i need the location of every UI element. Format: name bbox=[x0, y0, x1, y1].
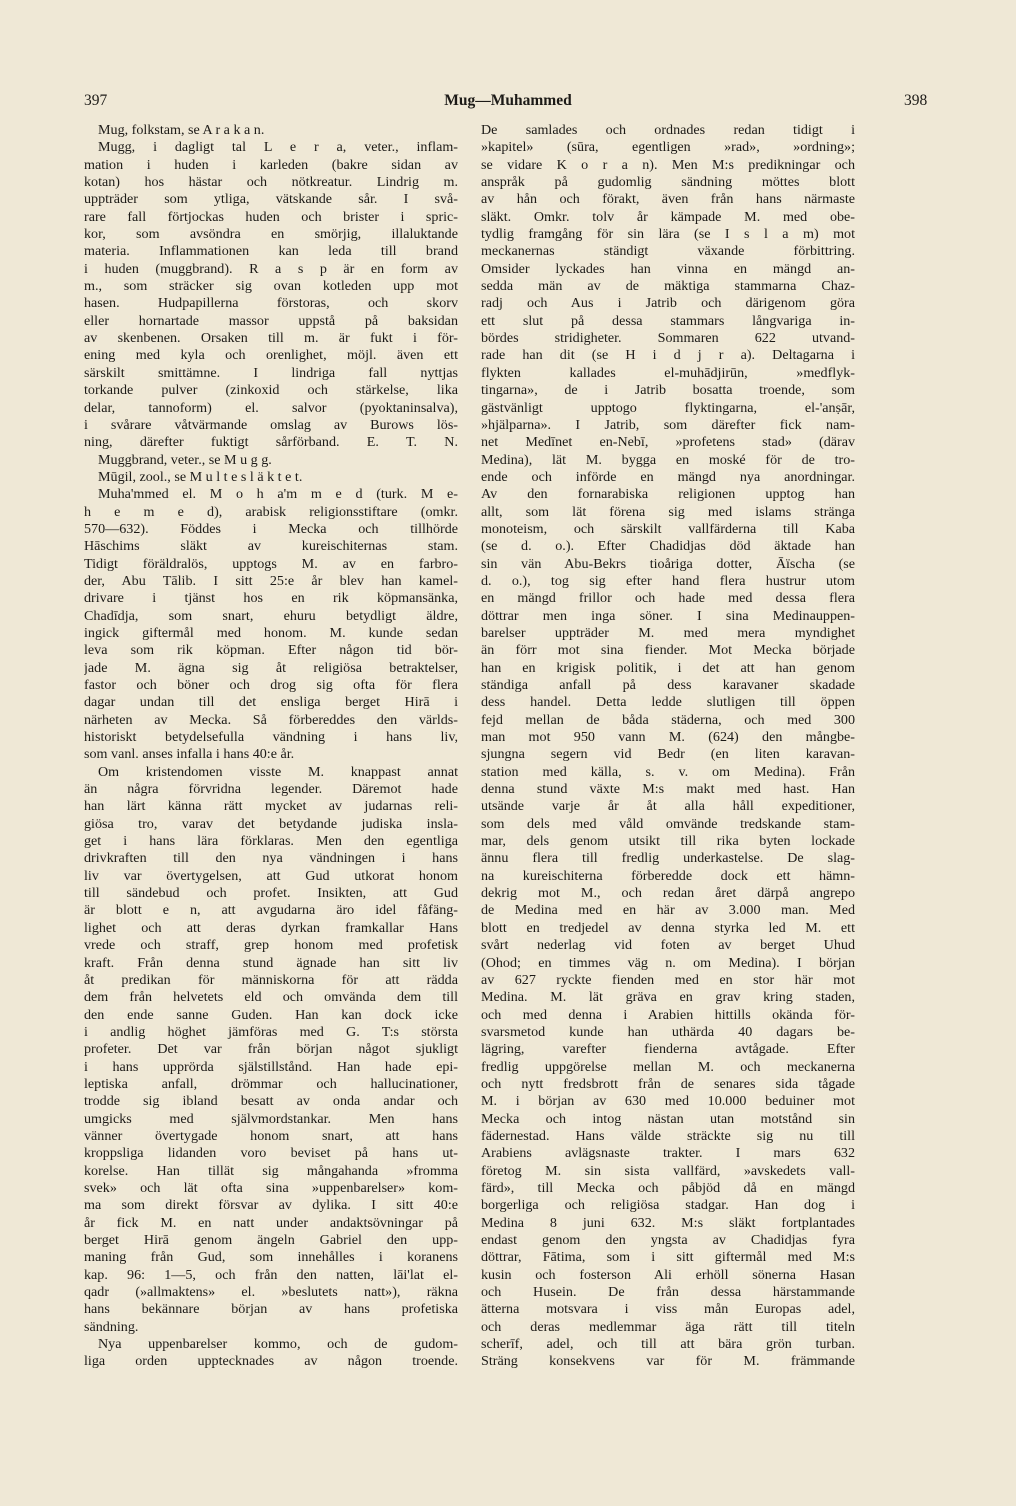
text-line: som dels med våld omvände tredskande stam- bbox=[481, 815, 855, 832]
text-line: kor, som avsöndra en smörjig, illaluktande bbox=[84, 226, 458, 243]
text-line: monoteism, och särskilt vallfärderna till Kaba bbox=[481, 520, 855, 537]
text-line: och Husein. De från dessa härstammande bbox=[481, 1284, 855, 1301]
text-line: d. o.), tog sig efter hand flera hustrur utom bbox=[481, 572, 855, 589]
text-line: svårt nederlag vid foten av berget Uhud bbox=[481, 937, 855, 954]
text-line: närheten av Mecka. Så förbereddes den världs- bbox=[84, 711, 458, 728]
text-line: utsände varje år åt alla håll expeditioner, bbox=[481, 798, 855, 815]
text-line: till sändebud och profet. Insikten, att Gud bbox=[84, 885, 458, 902]
text-line: ätterna motsvara i viss mån Europas adel, bbox=[481, 1301, 855, 1318]
text-line: i svårare våtvärmande omslag av Burows lös- bbox=[84, 416, 458, 433]
text-line: rare fall förtjockas huden och brister i spric- bbox=[84, 208, 458, 225]
text-line: allt, som lät förena sig med islams stränga bbox=[481, 503, 855, 520]
text-line: »kapitel» (sūra, egentligen »rad», »ordning»; bbox=[481, 139, 855, 156]
text-line: Medina. M. lät gräva en grav kring staden, bbox=[481, 989, 855, 1006]
text-line: de Medina med en här av 3.000 man. Med bbox=[481, 902, 855, 919]
text-line: ännu flera till fredlig underkastelse. De slag- bbox=[481, 850, 855, 867]
text-line: hasen. Hudpapillerna förstoras, och skorv bbox=[84, 295, 458, 312]
text-line: ständiga anfall på dess karavaner skadade bbox=[481, 677, 855, 693]
text-line: Om kristendomen visste M. knappast annat bbox=[98, 763, 458, 780]
text-line: berget Hirā genom ängeln Gabriel den upp- bbox=[84, 1232, 458, 1248]
text-line: mation i huden i karleden (bakre sidan av bbox=[84, 156, 458, 173]
text-line: ning, därefter fuktigt sårförband. E. T. N. bbox=[84, 434, 458, 451]
text-line: och med denna i Arabien hittills okända för- bbox=[481, 1006, 855, 1023]
text-line: vänner övertygade honom snart, att hans bbox=[84, 1127, 458, 1144]
text-line: kroppsliga lidanden voro beviset på hans ut- bbox=[84, 1145, 458, 1162]
text-line: m., som sträcker sig ovan kotleden upp mot bbox=[84, 278, 458, 295]
text-line: fredlig uppgörelse mellan M. och meckanerna bbox=[481, 1058, 855, 1075]
text-line: Medina 8 juni 632. M:s släkt fortplantades bbox=[481, 1214, 855, 1231]
text-line: torkande pulver (zinkoxid och stärkelse, lika bbox=[84, 382, 458, 399]
text-line: M. i början av 630 med 10.000 beduiner mot bbox=[481, 1093, 855, 1110]
text-line: lighet och att deras dyrkan framkallar Hans bbox=[84, 919, 458, 936]
text-line: leptiska anfall, drömmar och hallucinationer, bbox=[84, 1075, 458, 1092]
text-line: maning från Gud, som innehålles i koranens bbox=[84, 1249, 458, 1266]
text-line: historiskt betydelsefulla vändning i hans liv, bbox=[84, 729, 458, 746]
text-line: profeter. Det var från början något sjukligt bbox=[84, 1041, 458, 1058]
text-line: mar, dels genom utsikt till rika byten lockade bbox=[481, 833, 855, 850]
text-line: gästvänligt upptogo flyktingarna, el-'anṣār, bbox=[481, 399, 855, 416]
text-line: Mecka och intog nästan utan motstånd sin bbox=[481, 1110, 855, 1127]
text-line: Mūgil, zool., se M u l t e s l ä k t e t. bbox=[98, 468, 303, 485]
text-line: qadr (»allmaktens» el. »beslutets natt»), räkna bbox=[84, 1284, 458, 1301]
text-line: (Ohod; en timmes väg n. om Medina). I början bbox=[481, 954, 855, 971]
text-line: delar, tannoform) el. salvor (pyoktaninsalva), bbox=[84, 399, 458, 416]
text-line: är blott e n, att avgudarna äro idel fåfäng- bbox=[84, 902, 458, 919]
text-line: man mot 950 vann M. (624) den mångbe- bbox=[481, 729, 855, 746]
page-number-right: 398 bbox=[904, 92, 928, 109]
text-line: år fick M. en natt under andaktsövningar på bbox=[84, 1214, 458, 1231]
text-line: trodde sig ibland besatt av onda andar och bbox=[84, 1093, 458, 1110]
text-line: en mängd frillor och hade med dessa flera bbox=[481, 590, 855, 607]
text-line: Mug, folkstam, se A r a k a n. bbox=[98, 122, 265, 138]
text-line: som vanl. anses infalla i hans 40:e år. bbox=[84, 746, 295, 763]
text-line: döttrar men inga söner. I sina Medinauppen- bbox=[481, 607, 855, 624]
text-line: särskilt smittämne. I lindriga fall nyttjas bbox=[84, 364, 458, 381]
text-line: drivare i tjänst hos en rik köpmansänka, bbox=[84, 590, 458, 607]
text-line: sjungna segern vid Bedr (en liten karavan- bbox=[481, 746, 855, 763]
text-line: Omsider lyckades han vinna en mängd an- bbox=[481, 260, 855, 277]
text-line: liga orden upptecknades av någon troende. bbox=[84, 1353, 458, 1370]
text-line: Mugg, i dagligt tal L e r a, veter., inflam- bbox=[98, 139, 458, 156]
text-line: den ende sanne Guden. Han kan dock icke bbox=[84, 1006, 458, 1023]
text-line: Av den fornarabiska religionen upptog han bbox=[481, 486, 855, 503]
text-line: drivkraften till den nya vändningen i hans bbox=[84, 850, 458, 867]
text-line: ingick giftermål med honom. M. kunde sedan bbox=[84, 624, 458, 641]
text-line: radj och Aus i Jatrib och därigenom göra bbox=[481, 295, 855, 312]
text-line: åt predikan för människorna för att rädda bbox=[84, 971, 458, 988]
text-line: ett slut på dessa stammars långvariga in- bbox=[481, 312, 855, 329]
text-line: h e m e d), arabisk religionsstiftare (omkr. bbox=[84, 503, 458, 520]
text-line: (se d. o.). Efter Chadidjas död äktade han bbox=[481, 538, 855, 555]
text-line: Hāschims släkt av kureischiternas stam. bbox=[84, 538, 458, 555]
text-line: 570—632). Föddes i Mecka och tillhörde bbox=[84, 520, 458, 537]
text-line: sin vän Abu-Bekrs tioåriga dotter, Āïscha (se bbox=[481, 555, 855, 572]
text-line: korelse. Han tillät sig mångahanda »fromma bbox=[84, 1162, 458, 1179]
text-line: han lärt känna rätt mycket av judarnas reli- bbox=[84, 798, 458, 815]
text-line: tydlig framgång för sin lära (se I s l a m) mot bbox=[481, 226, 855, 243]
text-line: i hans upprörda själstillstånd. Han hade epi- bbox=[84, 1058, 458, 1075]
text-line: De samlades och ordnades redan tidigt i bbox=[481, 122, 855, 138]
text-line: borgerliga och religiösa stadgar. Han dog i bbox=[481, 1197, 855, 1214]
text-line: vrede och straff, grep honom med profetisk bbox=[84, 937, 458, 954]
text-line: fädernestad. Hans välde sträckte sig nu till bbox=[481, 1127, 855, 1144]
text-line: meckanernas ständigt växande förbittring. bbox=[481, 243, 855, 260]
text-line: av skenbenen. Orsaken till m. är fukt i för- bbox=[84, 330, 458, 347]
text-line: liv var övertygelsen, att Gud utkorat honom bbox=[84, 867, 458, 884]
text-line: der, Abu Tālib. I sitt 25:e år blev han kamel- bbox=[84, 572, 458, 589]
text-line: fastor och böner och drog sig ofta för flera bbox=[84, 677, 458, 693]
text-line: kusin och fosterson Ali erhöll sönerna Hasan bbox=[481, 1266, 855, 1283]
text-line: företog M. sin sista vallfärd, »avskedets vall- bbox=[481, 1162, 855, 1179]
text-line: dem från helvetets eld och omvända dem till bbox=[84, 989, 458, 1006]
text-line: och deras medlemmar äga rätt till titeln bbox=[481, 1318, 855, 1335]
text-line: svarsmetod kunde han uthärda 40 dagars be- bbox=[481, 1023, 855, 1040]
text-line: Nya uppenbarelser kommo, och de gudom- bbox=[98, 1336, 458, 1353]
text-line: färd», till Mecka och påbjöd då en mängd bbox=[481, 1179, 855, 1196]
text-line: jade M. ägna sig åt religiösa betraktelser, bbox=[84, 659, 458, 676]
text-line: Chadīdja, som snart, ehuru betydligt äldre, bbox=[84, 607, 458, 624]
text-line: Arabiens avlägsnaste trakter. I mars 632 bbox=[481, 1145, 855, 1162]
text-line: kraft. Från denna stund ägnade han sitt liv bbox=[84, 954, 458, 971]
text-line: ening med kyla och orenlighet, möjl. även ett bbox=[84, 347, 458, 364]
running-title: Mug—Muhammed bbox=[444, 92, 572, 109]
text-line: endast genom den yngsta av Chadidjas fyra bbox=[481, 1232, 855, 1248]
text-line: uppträder som ytliga, vätskande sår. I svå- bbox=[84, 191, 458, 208]
text-line: än några förvridna legender. Däremot hade bbox=[84, 781, 458, 798]
text-line: ende och införde en mängd nya anordningar. bbox=[481, 468, 855, 485]
text-line: svek» och lät ofta sina »uppenbarelser» kom- bbox=[84, 1179, 458, 1196]
text-line: Sträng konsekvens var för M. främmande bbox=[481, 1353, 855, 1370]
text-line: rade han dit (se H i d j r a). Deltagarna i bbox=[481, 347, 855, 364]
text-line: av 627 ryckte fienden med en stor här mot bbox=[481, 971, 855, 988]
text-line: släkt. Omkr. tolv år kämpade M. med obe- bbox=[481, 208, 855, 225]
text-line: lägring, varefter fienderna avtågade. Efter bbox=[481, 1041, 855, 1058]
text-line: kap. 96: 1—5, och från den natten, lāi'lat el- bbox=[84, 1266, 458, 1283]
text-line: station med källa, s. v. om Medina). Från bbox=[481, 763, 855, 780]
text-line: fejd mellan de båda städerna, och med 300 bbox=[481, 711, 855, 728]
text-line: i andlig höghet jämföras med G. T:s största bbox=[84, 1023, 458, 1040]
text-line: leva som rik köpman. Efter någon tid bör- bbox=[84, 642, 458, 659]
text-line: eller hornartade massor uppstå på baksidan bbox=[84, 312, 458, 329]
text-line: giösa tro, varav det betydande judiska insla- bbox=[84, 815, 458, 832]
text-line: Medina), lät M. bygga en moské för de tro- bbox=[481, 451, 855, 468]
page-number-left: 397 bbox=[84, 92, 108, 109]
text-line: barelser uppträder M. med mera myndighet bbox=[481, 624, 855, 641]
text-line: sedda män av de mäktiga stammarna Chaz- bbox=[481, 278, 855, 295]
text-line: döttrar, Fātima, som i sitt giftermål med M:s bbox=[481, 1249, 855, 1266]
text-line: och nytt fredsbrott från de senares sida tågade bbox=[481, 1075, 855, 1092]
text-line: dekrig mot M., och redan året därpå angrepo bbox=[481, 885, 855, 902]
text-line: han en krigisk politik, i det att han genom bbox=[481, 659, 855, 676]
text-line: anspråk på gudomlig sändning möttes blott bbox=[481, 174, 855, 191]
text-line: ma som direkt försvar av dylika. I sitt 40:e bbox=[84, 1197, 458, 1214]
text-line: flykten kallades el-muhādjirūn, »medflyk- bbox=[481, 364, 855, 381]
text-line: net Medīnet en-Nebī, »profetens stad» (därav bbox=[481, 434, 855, 451]
text-line: umgicks med självmordstankar. Men hans bbox=[84, 1110, 458, 1127]
text-line: än förr mot sina fiender. Mot Mecka började bbox=[481, 642, 855, 659]
text-line: av hån och förakt, även från hans närmaste bbox=[481, 191, 855, 208]
text-line: na kureischiterna förberedde dock ett hämn- bbox=[481, 867, 855, 884]
left-column bbox=[84, 122, 458, 1371]
text-line: scherīf, adel, och till att bära grön turban. bbox=[481, 1336, 855, 1353]
text-line: kotan) hos hästar och nötkreatur. Lindrig m. bbox=[84, 174, 458, 191]
text-line: sändning. bbox=[84, 1318, 139, 1335]
text-line: Tidigt föräldralös, upptogs M. av en farbro- bbox=[84, 555, 458, 572]
text-line: »hjälparna». I Jatrib, som därefter fick nam- bbox=[481, 416, 855, 433]
text-line: i huden (muggbrand). R a s p är en form av bbox=[84, 260, 458, 277]
page-header bbox=[0, 92, 1016, 114]
text-line: dagar undan till det ensliga berget Hirā i bbox=[84, 694, 458, 711]
text-line: hans bekännare början av hans profetiska bbox=[84, 1301, 458, 1318]
text-line: bördes stridigheter. Sommaren 622 utvand- bbox=[481, 330, 855, 347]
text-line: get i hans lära förklaras. Men den egentliga bbox=[84, 833, 458, 850]
text-line: dess handel. Detta ledde slutligen till öppen bbox=[481, 694, 855, 711]
text-line: Muha'mmed el. M o h a'm m e d (turk. M e- bbox=[98, 486, 458, 503]
text-line: tingarna», de i Jatrib bosatta troende, som bbox=[481, 382, 855, 399]
text-line: Muggbrand, veter., se M u g g. bbox=[98, 451, 272, 468]
text-line: materia. Inflammationen kan leda till brand bbox=[84, 243, 458, 260]
text-line: blott en tredjedel av denna styrka led M. ett bbox=[481, 919, 855, 936]
text-line: se vidare K o r a n). Men M:s predikningar och bbox=[481, 156, 855, 173]
right-column bbox=[481, 122, 855, 1371]
text-line: denna stund växte M:s makt med hast. Han bbox=[481, 781, 855, 798]
